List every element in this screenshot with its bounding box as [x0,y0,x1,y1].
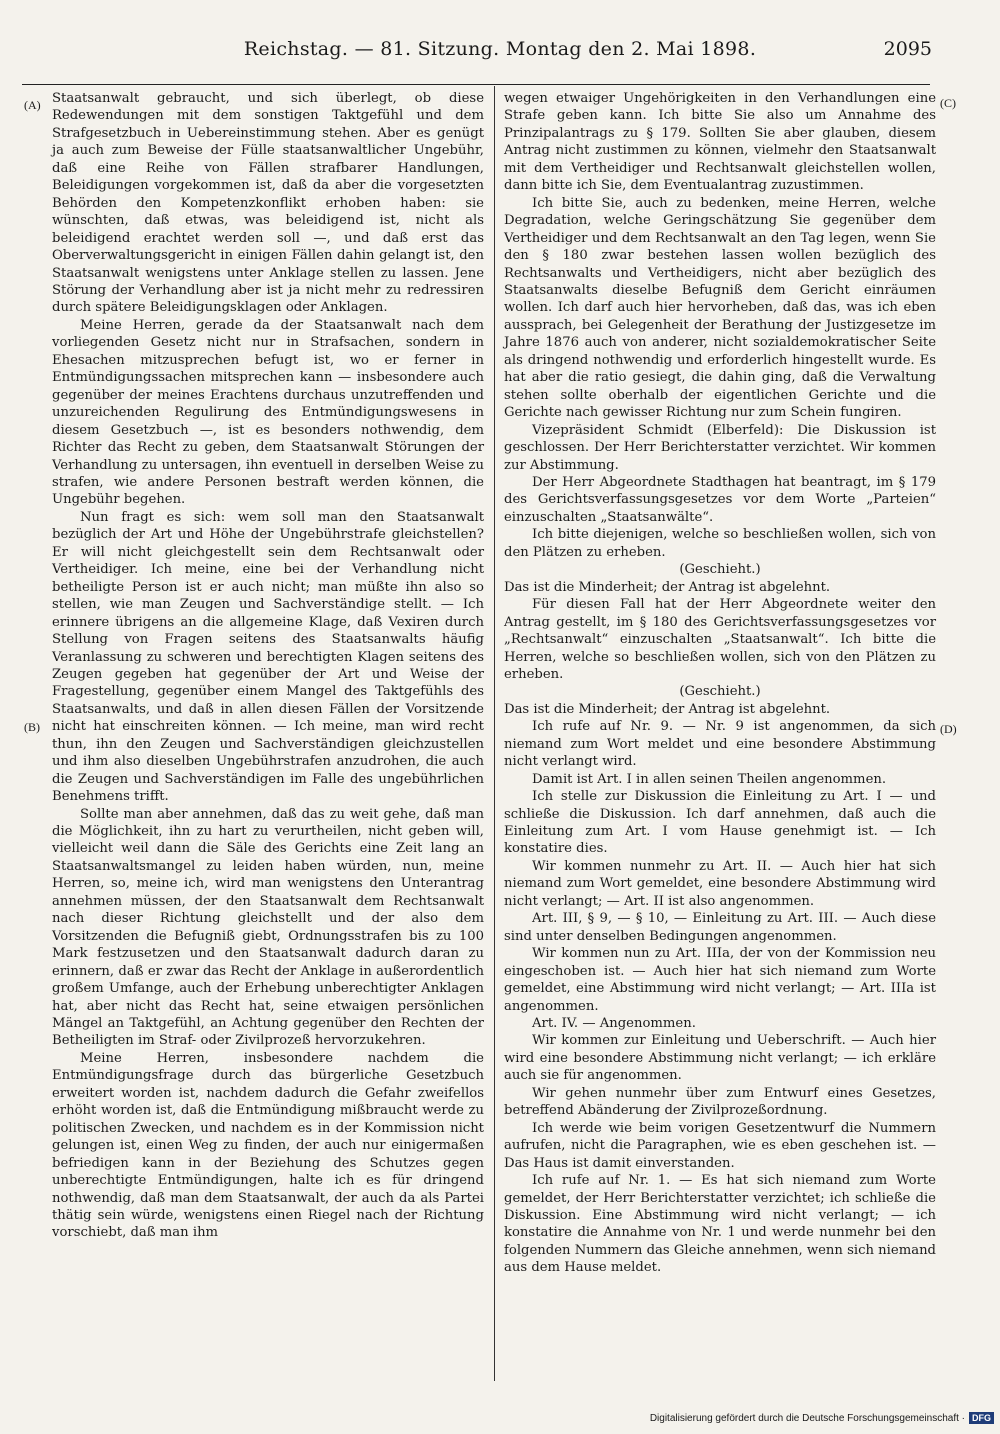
page-number: 2095 [883,38,932,60]
footer [650,1412,994,1424]
header-title: Reichstag. — 81. Sitzung. Montag den 2. Mai 1898. [243,38,757,60]
paragraph: Staatsanwalt gebraucht, und sich überlegt, ob diese Redewendungen mit dem sonstigen Taktgefühl und dem Strafgesetzbuch in Uebereinstimmung stehen. Aber es genügt ja auch zum Beweise der Fülle staatsanwaltlicher Ungebühr, daß eine Reihe von Fällen strafbarer Handlungen, Beleidigungen vorgekommen ist, daß da aber die vorgesetzten Behörden den Kompetenzkonflikt erhoben haben: sie wünschten, daß etwas, was beleidigend ist, nicht als beleidigend erachtet werden soll —, und daß erst das Oberverwaltungsgericht in einigen Fällen dahin gelangt ist, den Staatsanwalt wenigstens unter Anklage stellen zu lassen. Jene Störung der Verhandlung aber ist ja nicht mehr zu redressiren durch spätere Beleidigungsklagen oder Anklagen. [52,91,484,316]
paragraph: Wir kommen zur Einleitung und Ueberschrift. — Auch hier wird eine besondere Abstimmung nicht verlangt; — ich erkläre auch sie für angenommen. [504,1033,936,1084]
paragraph: Ich stelle zur Diskussion die Einleitung zu Art. I — und schließe die Diskussion. Ich darf annehmen, daß auch die Einleitung zum Art. I vom Hause genehmigt ist. — Ich konstatire dies. [504,789,936,857]
paragraph: Ich rufe auf Nr. 1. — Es hat sich niemand zum Worte gemeldet, der Herr Berichterstatter verzichtet; ich schließe die Diskussion. Eine Abstimmung wird nicht verlangt; — ich konstatire die Annahme von Nr. 1 und werde nunmehr bei den folgenden Nummern das Gleiche annehmen, wenn sich niemand aus dem Hause meldet. [504,1173,936,1276]
paragraph: (Geschieht.) [679,684,761,700]
paragraph: Ich rufe auf Nr. 9. — Nr. 9 ist angenommen, da sich niemand zum Wort meldet und eine besondere Abstimmung nicht verlangt wird. [504,719,936,770]
paragraph: (Geschieht.) [679,562,761,578]
paragraph: Ich bitte Sie, auch zu bedenken, meine Herren, welche Degradation, welche Geringschätzung Sie gegenüber dem Vertheidiger und dem Rechtsanwalt an den Tag legen, wenn Sie den § 180 zwar bestehen lassen wollen bezüglich des Rechtsanwalts und Vertheidigers, nicht aber bezüglich des Staatsanwalts dieselbe Befugniß dem Gericht einräumen wollen. Ich darf auch hier hervorheben, daß das, was ich eben aussprach, bei Gelegenheit der Berathung der Justizgesetze im Jahre 1876 auch von anderer, nicht sozialdemokratischer Seite als dringend nothwendig und erforderlich hingestellt wurde. Es hat aber die ratio gesiegt, die dahin ging, daß die Verwaltung stehen sollte oberhalb der eigentlichen Gerichte und die Gerichte nach gewisser Richtung nur zum Schein fungiren. [504,195,936,421]
margin-marker-b: (B) [24,720,40,734]
column-divider [494,86,495,1381]
page-header [20,38,980,66]
paragraph: Nun fragt es sich: wem soll man den Staatsanwalt bezüglich der Art und Höhe der Ungebührstrafe gleichstellen? Er will nicht gleichgestellt sein dem Rechtsanwalt oder Vertheidiger. Ich meine, eine bei der Verhandlung nicht betheiligte Person ist er auch nicht; man müßte ihn also so stellen, wie man Zeugen und Sachverständige stellt. — Ich erinnere übrigens an die allgemeine Klage, daß Vexiren durch Stellung von Fragen seitens des Staatsanwalts häufig Veranlassung zu schweren und berechtigten Klagen seitens des Zeugen gegeben hat gegenüber der Art und Weise der Fragestellung, gegenüber einem Mangel des Taktgefühls des Staatsanwalts, und daß in allen diesen Fällen der Vorsitzende nicht hat einschreiten können. — Ich meine, man wird recht thun, ihn den Zeugen und Sachverständigen gleichzustellen und ihm also dieselben Ungebührstrafen anzudrohen, die auch die Zeugen und Sachverständigen im Falle des ungebührlichen Benehmens trifft. [52,509,484,805]
paragraph: Ich werde wie beim vorigen Gesetzentwurf die Nummern aufrufen, nicht die Paragraphen, wie es eben geschehen ist. — Das Haus ist damit einverstanden. [504,1120,936,1171]
paragraph: Wir kommen nunmehr zu Art. II. — Auch hier hat sich niemand zum Wort gemeldet, eine besondere Abstimmung wird nicht verlangt; — Art. II ist also angenommen. [504,858,936,909]
paragraph: Meine Herren, insbesondere nachdem die Entmündigungsfrage durch das bürgerliche Gesetzbuch erweitert worden ist, nachdem dadurch die Gefahr zweifellos erhöht worden ist, daß die Entmündigung mißbraucht werde zu politischen Zwecken, und nachdem es in der Kommission nicht gelungen ist, einen Weg zu finden, der auch nur einigermaßen befriedigen kann in der Beziehung des Schutzes gegen unberechtigte Entmündigungen, halte ich es für dringend nothwendig, daß man dem Staatsanwalt, der auch da als Partei thätig sein würde, wenigstens einen Riegel nach der Richtung vorschiebt, daß man ihm [52,1050,484,1241]
paragraph: Wir kommen nun zu Art. IIIa, der von der Kommission neu eingeschoben ist. — Auch hier hat sich niemand zum Worte gemeldet, eine Abstimmung wird nicht verlangt; — Art. IIIa ist angenommen. [504,946,936,1014]
left-column [52,90,484,1242]
margin-marker-a: (A) [24,98,41,112]
margin-marker-c: (C) [940,96,956,110]
paragraph: Art. III, § 9, — § 10, — Einleitung zu Art. III. — Auch diese sind unter denselben Bedingungen angenommen. [504,911,936,944]
footer-credit: Digitalisierung gefördert durch die Deutsche Forschungsgemeinschaft · [649,1412,965,1424]
paragraph: Sollte man aber annehmen, daß das zu weit gehe, daß man die Möglichkeit, ihn zu hart zu verurtheilen, nicht geben will, vielleicht weil dann die Säle des Gerichts eine Zeit lang an Staatsanwaltsmangel zu leiden haben würden, nun, meine Herren, so, meine ich, wird man wenigstens den Unterantrag annehmen müssen, der den Staatsanwalt dem Rechtsanwalt nach dieser Richtung gleichstellt und der also dem Vorsitzenden die Befugniß giebt, Ordnungsstrafen bis zu 100 Mark festzusetzen und den Staatsanwalt dadurch daran zu erinnern, daß er zwar das Recht der Anklage in außerordentlich großem Umfange, auch der Erhebung unberechtigter Anklagen hat, aber nicht das Recht hat, seine etwaigen persönlichen Mängel an Taktgefühl, an Achtung gegenüber den Rechten der Betheiligten im Straf- oder Zivilprozeß hervorzukehren. [52,806,484,1049]
paragraph: Meine Herren, gerade da der Staatsanwalt nach dem vorliegenden Gesetz nicht nur in Strafsachen, sondern in Ehesachen mitzusprechen befugt ist, wo er ferner in Entmündigungssachen mitsprechen kann — insbesondere auch gegenüber der meines Erachtens durchaus unzutreffenden und unzureichenden Regulirung des Entmündigungswesens in diesem Gesetzbuch —, ist es besonders nothwendig, dem Richter das Recht zu geben, dem Staatsanwalt Störungen der Verhandlung zu untersagen, ihn eventuell in derselben Weise zu strafen, wie andere Personen bestraft werden können, die Ungebühr begehen. [52,317,484,508]
paragraph: wegen etwaiger Ungehörigkeiten in den Verhandlungen eine Strafe geben kann. Ich bitte Sie also um Annahme des Prinzipalantrags zu § 179. Sollten Sie aber glauben, diesem Antrag nicht zustimmen zu können, vielmehr den Staatsanwalt mit dem Vertheidiger und Rechtsanwalt gleichstellen wollen, dann bitte ich Sie, dem Eventualantrag zuzustimmen. [504,91,936,194]
paragraph: Das ist die Minderheit; der Antrag ist abgelehnt. [504,579,831,595]
paragraph: Das ist die Minderheit; der Antrag ist abgelehnt. [504,701,831,717]
paragraph: Art. IV. — Angenommen. [532,1016,696,1032]
right-column [504,90,936,1277]
paragraph: Für diesen Fall hat der Herr Abgeordnete weiter den Antrag gestellt, im § 180 des Gerichtsverfassungsgesetzes vor „Rechtsanwalt“ einzuschalten „Staatsanwalt“. Ich bitte die Herren, welche so beschließen wollen, sich von den Plätzen zu erheben. [504,597,936,682]
paragraph: Ich bitte diejenigen, welche so beschließen wollen, sich von den Plätzen zu erheben. [504,527,936,560]
paragraph: Damit ist Art. I in allen seinen Theilen angenommen. [532,771,887,787]
paragraph: Der Herr Abgeordnete Stadthagen hat beantragt, im § 179 des Gerichtsverfassungsgesetzes vor dem Worte „Parteien“ einzuschalten „Staatsanwälte“. [504,474,936,525]
dfg-logo: DFG [969,1412,994,1424]
paragraph: Vizepräsident Schmidt (Elberfeld): Die Diskussion ist geschlossen. Der Herr Berichterstatter verzichtet. Wir kommen zur Abstimmung. [504,422,936,473]
margin-marker-d: (D) [940,722,957,736]
paragraph: Wir gehen nunmehr über zum Entwurf eines Gesetzes, betreffend Abänderung der Zivilprozeßordnung. [504,1085,936,1119]
header-rule [22,84,930,85]
